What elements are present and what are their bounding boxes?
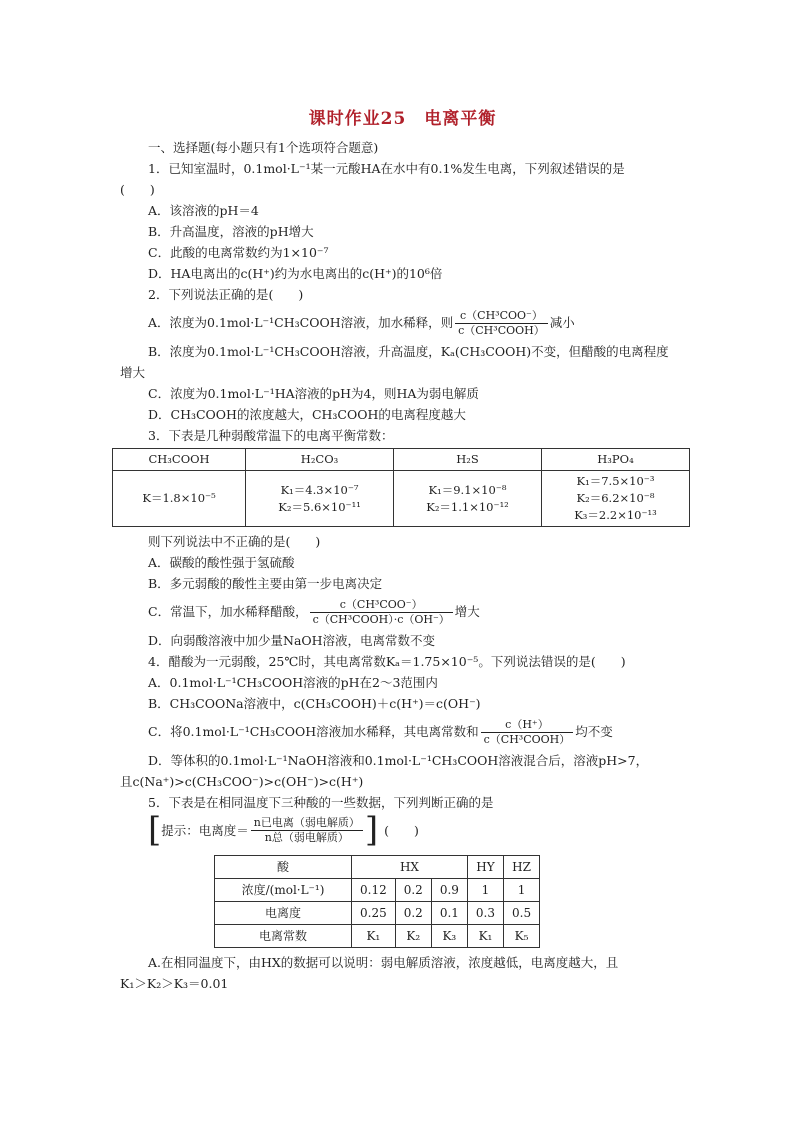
- table-header: 酸: [215, 856, 352, 879]
- q3-option-b: B．多元弱酸的酸性主要由第一步电离决定: [148, 576, 383, 591]
- k-value: K₂＝5.6×10⁻¹¹: [278, 499, 361, 514]
- k-value: K₃＝2.2×10⁻¹³: [574, 508, 657, 522]
- q4-option-b: B．CH₃COONa溶液中，c(CH₃COOH)＋c(H⁺)＝c(OH⁻): [148, 696, 481, 711]
- k-value: K₂＝1.1×10⁻¹²: [426, 499, 509, 514]
- table-cell: 0.25: [352, 902, 396, 925]
- table-cell: 0.12: [352, 879, 396, 902]
- q2-option-d: D．CH₃COOH的浓度越大，CH₃COOH的电离程度越大: [148, 407, 466, 422]
- q2-a-suffix: 减小: [549, 315, 575, 330]
- table-cell: 0.5: [504, 902, 540, 925]
- q4-c-suffix: 均不变: [575, 724, 613, 739]
- table-header: H₂S: [394, 449, 542, 471]
- q4-option-d-cont: 且c(Na⁺)>c(CH₃COO⁻)>c(OH⁻)>c(H⁺): [120, 774, 364, 789]
- table-row: [215, 856, 540, 879]
- q2-stem: 2．下列说法正确的是( ): [148, 287, 304, 302]
- q1-blank: ( ): [120, 182, 155, 197]
- q1-option-d: D．HA电离出的c(H⁺)约为水电离出的c(H⁺)的10⁶倍: [148, 266, 443, 281]
- hint-fraction: [251, 816, 363, 845]
- table-cell: 电离度: [215, 902, 352, 925]
- table-cell: K₅: [504, 925, 540, 948]
- q2-a-numerator: c（CH³COO⁻）: [455, 309, 548, 324]
- table-cell: [113, 471, 246, 527]
- q1-option-b: B．升高温度，溶液的pH增大: [148, 224, 314, 239]
- q2-option-c: C．浓度为0.1mol·L⁻¹HA溶液的pH为4，则HA为弱电解质: [148, 386, 479, 401]
- hint-numerator: n已电离（弱电解质）: [251, 816, 363, 831]
- q3-stem: 3．下表是几种弱酸常温下的电离平衡常数：: [148, 428, 394, 443]
- q4-option-c: [120, 714, 685, 750]
- section-heading: 一、选择题(每小题只有1个选项符合题意): [148, 140, 379, 155]
- table-cell: 1: [504, 879, 540, 902]
- table-cell: 0.1: [431, 902, 467, 925]
- k-value: K₂＝6.2×10⁻⁸: [576, 491, 655, 505]
- k-value: K₁＝9.1×10⁻⁸: [428, 482, 507, 497]
- q2-option-b: B．浓度为0.1mol·L⁻¹CH₃COOH溶液，升高温度，Kₐ(CH₃COOH)不变，但醋酸的电离程度: [148, 344, 669, 359]
- q2-a-fraction: [455, 309, 548, 338]
- q5-option-a-cont: K₁＞K₂＞K₃＝0.01: [120, 976, 229, 991]
- table-cell: 0.9: [431, 879, 467, 902]
- q3-option-d: D．向弱酸溶液中加少量NaOH溶液，电离常数不变: [148, 633, 436, 648]
- table-cell: K₁: [352, 925, 396, 948]
- table-row: [215, 879, 540, 902]
- q4-option-a: A．0.1mol·L⁻¹CH₃COOH溶液的pH在2～3范围内: [148, 675, 438, 690]
- q3-c-suffix: 增大: [454, 604, 480, 619]
- table-cell: K₁: [467, 925, 503, 948]
- q3-ask: 则下列说法中不正确的是( ): [148, 534, 321, 549]
- q2-a-text: A．浓度为0.1mol·L⁻¹CH₃COOH溶液，加水稀释，则: [148, 315, 454, 330]
- q3-c-text: C．常温下，加水稀释醋酸，: [148, 604, 308, 619]
- q4-c-text: C．将0.1mol·L⁻¹CH₃COOH溶液加水稀释，其电离常数和: [148, 724, 479, 739]
- table-cell: 0.3: [467, 902, 503, 925]
- table-header: HX: [352, 856, 468, 879]
- bracket-right: ]: [364, 810, 379, 850]
- q5-stem: 5．下表是在相同温度下三种酸的一些数据，下列判断正确的是: [148, 795, 494, 810]
- table-row: [113, 471, 690, 527]
- table-cell: [246, 471, 394, 527]
- q3-option-c: [120, 594, 685, 630]
- q2-option-b-cont: 增大: [120, 365, 146, 380]
- ionization-constant-table: [112, 448, 690, 527]
- table-header: H₂CO₃: [246, 449, 394, 471]
- worksheet-page: [120, 104, 685, 994]
- table-header: CH₃COOH: [113, 449, 246, 471]
- q2-a-denominator: c（CH³COOH）: [458, 324, 545, 337]
- table-cell: 0.2: [395, 879, 431, 902]
- table-cell: K₃: [431, 925, 467, 948]
- q4-c-denominator: c（CH³COOH）: [483, 733, 571, 746]
- page-title: 课时作业25 电离平衡: [308, 109, 497, 129]
- bracket-left: [: [148, 810, 162, 850]
- table-cell: K₂: [395, 925, 431, 948]
- hint-label: 提示：电离度＝: [161, 823, 249, 838]
- table-cell: 0.2: [395, 902, 431, 925]
- table-cell: 浓度/(mol·L⁻¹): [215, 879, 352, 902]
- k-value: K＝1.8×10⁻⁵: [142, 491, 216, 505]
- k-value: K₁＝7.5×10⁻³: [576, 474, 655, 488]
- table-header: HZ: [504, 856, 540, 879]
- hint-denominator: n总（弱电解质）: [264, 830, 349, 844]
- q3-c-denominator: c（CH³COOH）·c（OH⁻）: [312, 613, 450, 626]
- table-cell: 1: [467, 879, 503, 902]
- q1-option-a: A．该溶液的pH＝4: [148, 203, 259, 218]
- q3-c-fraction: [310, 598, 453, 627]
- table-cell: [394, 471, 542, 527]
- table-row: [215, 925, 540, 948]
- q4-c-fraction: [481, 718, 574, 747]
- q1-stem: 1．已知室温时，0.1mol·L⁻¹某一元酸HA在水中有0.1%发生电离，下列叙述错误的是: [148, 161, 625, 176]
- q4-c-numerator: c（H⁺）: [481, 718, 574, 733]
- q1-option-c: C．此酸的电离常数约为1×10⁻⁷: [148, 245, 329, 260]
- k-value: K₁＝4.3×10⁻⁷: [280, 482, 359, 497]
- q4-stem: 4．醋酸为一元弱酸，25℃时，其电离常数Kₐ＝1.75×10⁻⁵。下列说法错误的是( ): [148, 654, 626, 669]
- q4-option-d: D．等体积的0.1mol·L⁻¹NaOH溶液和0.1mol·L⁻¹CH₃COOH溶液混合后，溶液pH>7，: [148, 753, 649, 768]
- q2-option-a: [120, 305, 685, 341]
- q5-option-a: A.在相同温度下，由HX的数据可以说明：弱电解质溶液，浓度越低，电离度越大，且: [148, 955, 619, 970]
- table-header: HY: [467, 856, 503, 879]
- table-row: [113, 449, 690, 471]
- q5-hint: [148, 810, 419, 850]
- table-cell: 电离常数: [215, 925, 352, 948]
- table-row: [215, 902, 540, 925]
- q5-blank: ( ): [384, 823, 419, 838]
- table-cell: [542, 471, 690, 527]
- q3-c-numerator: c（CH³COO⁻）: [310, 598, 453, 613]
- table-header: H₃PO₄: [542, 449, 690, 471]
- q3-option-a: A．碳酸的酸性强于氢硫酸: [148, 555, 295, 570]
- acid-data-table: [214, 855, 540, 948]
